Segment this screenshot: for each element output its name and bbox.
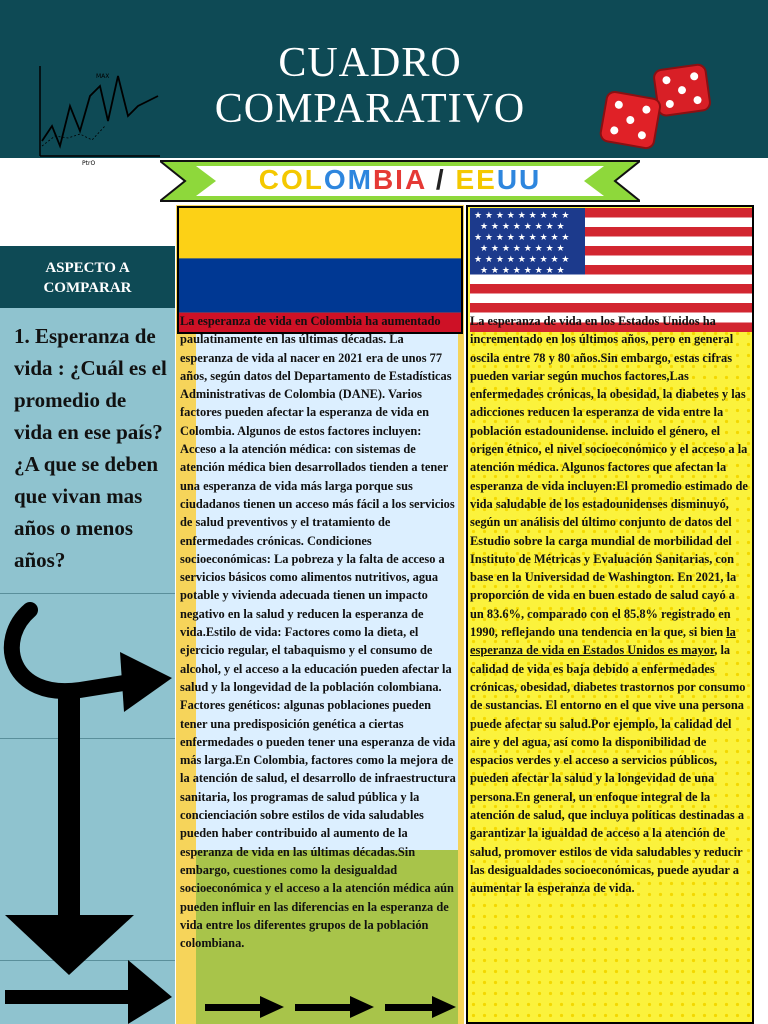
bottom-arrows-icon xyxy=(200,990,460,1024)
chart-label-bottom: PtrO xyxy=(82,160,96,166)
svg-text:★ ★ ★ ★ ★ ★ ★ ★: ★ ★ ★ ★ ★ ★ ★ ★ xyxy=(480,222,565,232)
line-chart-icon xyxy=(30,66,165,166)
chart-label-top: MAX xyxy=(96,73,110,80)
dice-icon xyxy=(598,62,718,152)
svg-text:★ ★ ★ ★ ★ ★ ★ ★: ★ ★ ★ ★ ★ ★ ★ ★ xyxy=(480,266,565,276)
usa-text xyxy=(470,312,750,898)
svg-text:★ ★ ★ ★ ★ ★ ★ ★ ★: ★ ★ ★ ★ ★ ★ ★ ★ ★ xyxy=(474,255,570,265)
banner-part-5: UU xyxy=(496,164,542,195)
usa-text-part-2: , la calidad de vida es baja debido a enfermedades crónicas, obesidad, diabetes trastornos por consumo de sustancias. El entorno en el que vive una persona puede afectar su salud.Por ejemplo, la calidad del aire y del agua, así como la disponibilidad de espacios verdes y el acceso a servicios públicos, pueden afectar la salud y la longevidad de una persona.En general, un enfoque integral de la atención de salud, que incluya políticas destinadas a garantizar la igualdad de acceso a la atención de salud, promover estilos de vida saludables y reducir las desigualdades socioeconómicas, puede ayudar a aumentar la esperanza de vida. xyxy=(470,643,746,896)
page-title xyxy=(180,40,560,132)
banner-part-4: EE xyxy=(455,164,497,195)
title-line-2: COMPARATIVO xyxy=(214,86,526,132)
svg-text:★ ★ ★ ★ ★ ★ ★ ★ ★: ★ ★ ★ ★ ★ ★ ★ ★ ★ xyxy=(474,233,570,243)
banner-title xyxy=(160,158,640,204)
aspect-heading: ASPECTO A COMPARAR xyxy=(0,246,175,308)
banner-part-3: BIA xyxy=(372,164,427,195)
title-line-1: CUADRO xyxy=(278,40,462,86)
svg-text:★ ★ ★ ★ ★ ★ ★ ★: ★ ★ ★ ★ ★ ★ ★ ★ xyxy=(480,244,565,254)
aspect-question: 1. Esperanza de vida : ¿Cuál es el promedio de vida en ese país? ¿A que se deben que vivan mas años o menos años? xyxy=(14,324,167,572)
usa-text-part-1: La esperanza de vida en los Estados Unidos ha incrementado en los últimos años, pero en general oscila entre 78 y 80 años.Sin embargo, estas cifras pueden variar según muchos factores,Las enfermedades crónicas, la obesidad, la diabetes y las adicciones reducen la esperanza de vida entre la población estadounidense. incluido el género, el origen étnico, el nivel socioeconómico y el acceso a la atención médica. Algunos factores que afectan la esperanza de vida incluyen:El promedio estimado de vida saludable de los estadounidenses disminuyó, según un análisis del último conjunto de datos del Estudio sobre la carga mundial de morbilidad del Instituto de Métricas y Evaluación Sanitarias, con base en la Universidad de Washington. En 2021, la proporción de vida en buen estado de salud cayó a un 83.6%, comparado con el 85.8% registrado en 1990, reflejando una tendencia en la que, si bien xyxy=(470,314,748,640)
banner-part-1: COL xyxy=(258,164,324,195)
curved-arrow-icon xyxy=(0,590,175,1024)
colombia-text: La esperanza de vida en Colombia ha aumentado paulatinamente en las últimas décadas. La esperanza de vida al nacer en 2021 era de unos 77 años, según datos del Departamento de Estadísticas Administrativas de Colombia (DANE). Varios factores pueden afectar la esperanza de vida en Colombia. Algunos de estos factores incluyen: Acceso a la atención médica: con sistemas de atención médica bien desarrollados tienden a tener una esperanza de vida más larga porque sus ciudadanos tienen un acceso más fácil a los servicios de salud preventivos y el tratamiento de enfermedades crónicas. Condiciones socioeconómicas: La pobreza y la falta de acceso a servicios básicos como alimentos nutritivos, agua potable y vivienda adecuada tienen un impacto negativo en la salud y reducen la esperanza de vida.Estilo de vida: Factores como la dieta, el ejercicio regular, el tabaquismo y el consumo de alcohol, y el acceso a la educación pueden afectar la salud y la longevidad de la población colombiana. Factores genéticos: algunas poblaciones pueden tener una predisposición genética a ciertas enfermedades o pueden tener una esperanza de vida más larga.En Colombia, factores como la mejora de la atención de salud, el desarrollo de infraestructura sanitaria, los programas de salud pública y la concienciación sobre estilos de vida saludables pueden haber contribuido al aumento de la esperanza de vida en las últimas décadas.Sin embargo, cuestiones como la desigualdad socioeconómica y el acceso a la atención médica aún pueden influir en las diferencias en la esperanza de vida entre los diferentes grupos de la población colombiana. xyxy=(180,314,456,951)
banner-separator: / xyxy=(435,164,446,195)
usa-text-underlined: la esperanza de vida en Estados Unidos es mayor xyxy=(470,625,736,658)
svg-text:★ ★ ★ ★ ★ ★ ★ ★ ★: ★ ★ ★ ★ ★ ★ ★ ★ ★ xyxy=(474,211,570,221)
banner-part-2: OM xyxy=(323,164,373,195)
